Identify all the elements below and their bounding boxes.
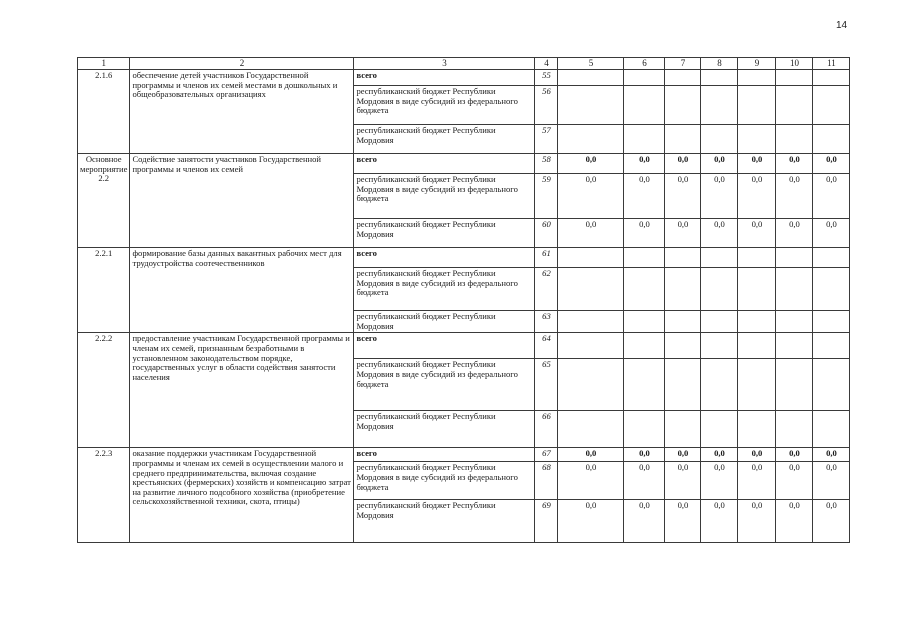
value-cell [558, 248, 624, 268]
value-cell [776, 411, 813, 448]
value-cell: 0,0 [558, 500, 624, 543]
funding-source: республиканский бюджет Республики Мордовия [354, 311, 535, 333]
budget-table [77, 57, 850, 543]
value-cell [813, 248, 850, 268]
value-cell: 0,0 [624, 448, 665, 462]
value-cell [558, 359, 624, 411]
header-row [78, 58, 850, 70]
value-cell: 0,0 [558, 462, 624, 500]
column-header: 11 [813, 58, 850, 70]
value-cell: 0,0 [738, 219, 776, 248]
column-header: 2 [130, 58, 354, 70]
value-cell: 0,0 [624, 219, 665, 248]
value-cell: 0,0 [624, 500, 665, 543]
value-cell: 0,0 [558, 174, 624, 219]
row-number: 64 [535, 333, 558, 359]
value-cell [558, 125, 624, 154]
item-code: 2.2.1 [78, 248, 130, 333]
value-cell [776, 333, 813, 359]
row-number: 65 [535, 359, 558, 411]
value-cell [665, 86, 701, 125]
value-cell [624, 86, 665, 125]
row-number: 59 [535, 174, 558, 219]
column-header: 10 [776, 58, 813, 70]
value-cell: 0,0 [776, 500, 813, 543]
value-cell: 0,0 [624, 174, 665, 219]
value-cell: 0,0 [813, 500, 850, 543]
column-header: 7 [665, 58, 701, 70]
value-cell: 0,0 [813, 219, 850, 248]
value-cell: 0,0 [776, 462, 813, 500]
value-cell [701, 268, 738, 311]
item-name: обеспечение детей участников Государственной программы и членов их семей местами в дошкольных и общеобразовательных организациях [130, 70, 354, 154]
value-cell: 0,0 [813, 154, 850, 174]
value-cell [738, 311, 776, 333]
value-cell [558, 70, 624, 86]
value-cell [813, 86, 850, 125]
value-cell [558, 268, 624, 311]
table-row [78, 248, 850, 268]
value-cell [665, 411, 701, 448]
value-cell [665, 248, 701, 268]
value-cell [776, 311, 813, 333]
item-code: Основное мероприятие 2.2 [78, 154, 130, 248]
funding-source: всего [354, 448, 535, 462]
value-cell: 0,0 [558, 154, 624, 174]
value-cell [701, 86, 738, 125]
value-cell: 0,0 [665, 219, 701, 248]
value-cell [738, 333, 776, 359]
value-cell [624, 248, 665, 268]
item-code: 2.2.2 [78, 333, 130, 448]
funding-source: республиканский бюджет Республики Мордовия в виде субсидий из федерального бюджета [354, 86, 535, 125]
row-number: 57 [535, 125, 558, 154]
funding-source: республиканский бюджет Республики Мордовия в виде субсидий из федерального бюджета [354, 174, 535, 219]
value-cell [738, 248, 776, 268]
value-cell [738, 359, 776, 411]
page-number: 14 [836, 20, 848, 31]
row-number: 55 [535, 70, 558, 86]
value-cell: 0,0 [624, 154, 665, 174]
row-number: 66 [535, 411, 558, 448]
value-cell [701, 311, 738, 333]
value-cell: 0,0 [701, 462, 738, 500]
value-cell: 0,0 [776, 448, 813, 462]
item-name: предоставление участникам Государственной программы и членам их семей, признанным безработными в установленном законодательством порядке, государственных услуг в области содействия занятости населения [130, 333, 354, 448]
value-cell [624, 268, 665, 311]
value-cell: 0,0 [701, 500, 738, 543]
funding-source: республиканский бюджет Республики Мордовия [354, 219, 535, 248]
item-name: формирование базы данных вакантных рабочих мест для трудоустройства соотечественников [130, 248, 354, 333]
funding-source: республиканский бюджет Республики Мордовия в виде субсидий из федерального бюджета [354, 268, 535, 311]
value-cell [701, 359, 738, 411]
value-cell [558, 333, 624, 359]
value-cell: 0,0 [665, 174, 701, 219]
value-cell: 0,0 [738, 174, 776, 219]
value-cell: 0,0 [665, 154, 701, 174]
value-cell [624, 411, 665, 448]
value-cell [701, 333, 738, 359]
value-cell [558, 86, 624, 125]
value-cell: 0,0 [813, 448, 850, 462]
value-cell [738, 411, 776, 448]
value-cell [701, 70, 738, 86]
row-number: 62 [535, 268, 558, 311]
row-number: 56 [535, 86, 558, 125]
value-cell [738, 70, 776, 86]
value-cell: 0,0 [738, 154, 776, 174]
value-cell [776, 248, 813, 268]
column-header: 9 [738, 58, 776, 70]
value-cell: 0,0 [738, 462, 776, 500]
table-row [78, 448, 850, 462]
value-cell: 0,0 [813, 174, 850, 219]
value-cell [558, 411, 624, 448]
value-cell [665, 70, 701, 86]
value-cell [776, 359, 813, 411]
funding-source: всего [354, 154, 535, 174]
column-header: 4 [535, 58, 558, 70]
value-cell [665, 359, 701, 411]
value-cell: 0,0 [776, 154, 813, 174]
value-cell: 0,0 [701, 219, 738, 248]
column-header: 5 [558, 58, 624, 70]
column-header: 6 [624, 58, 665, 70]
table-row [78, 333, 850, 359]
value-cell: 0,0 [776, 219, 813, 248]
row-number: 68 [535, 462, 558, 500]
funding-source: республиканский бюджет Республики Мордовия [354, 411, 535, 448]
funding-source: всего [354, 70, 535, 86]
value-cell [813, 125, 850, 154]
value-cell [665, 125, 701, 154]
item-name: Содействие занятости участников Государственной программы и членов их семей [130, 154, 354, 248]
value-cell: 0,0 [813, 462, 850, 500]
column-header: 3 [354, 58, 535, 70]
value-cell [665, 268, 701, 311]
value-cell [665, 333, 701, 359]
value-cell: 0,0 [665, 462, 701, 500]
value-cell [624, 70, 665, 86]
table-row [78, 154, 850, 174]
value-cell [738, 125, 776, 154]
value-cell: 0,0 [776, 174, 813, 219]
item-code: 2.1.6 [78, 70, 130, 154]
funding-source: всего [354, 248, 535, 268]
row-number: 63 [535, 311, 558, 333]
item-code: 2.2.3 [78, 448, 130, 543]
value-cell [624, 333, 665, 359]
value-cell [813, 359, 850, 411]
value-cell [776, 268, 813, 311]
item-name: оказание поддержки участникам Государственной программы и членам их семей в осуществлении малого и среднего предпринимательства, включая создание крестьянских (фермерских) хозяйств и компенсацию затрат на развитие личного подсобного хозяйства (приобретение сельскохозяйственной техники, скота, птицы) [130, 448, 354, 543]
value-cell: 0,0 [701, 154, 738, 174]
column-header: 8 [701, 58, 738, 70]
row-number: 58 [535, 154, 558, 174]
value-cell [624, 311, 665, 333]
row-number: 61 [535, 248, 558, 268]
funding-source: всего [354, 333, 535, 359]
value-cell [776, 86, 813, 125]
value-cell [813, 333, 850, 359]
value-cell [813, 70, 850, 86]
value-cell [776, 70, 813, 86]
value-cell: 0,0 [665, 448, 701, 462]
value-cell: 0,0 [701, 448, 738, 462]
value-cell [738, 268, 776, 311]
value-cell [558, 311, 624, 333]
row-number: 60 [535, 219, 558, 248]
value-cell: 0,0 [738, 448, 776, 462]
funding-source: республиканский бюджет Республики Мордовия [354, 125, 535, 154]
value-cell [776, 125, 813, 154]
funding-source: республиканский бюджет Республики Мордовия [354, 500, 535, 543]
table-row [78, 70, 850, 86]
column-header: 1 [78, 58, 130, 70]
value-cell: 0,0 [558, 219, 624, 248]
value-cell: 0,0 [624, 462, 665, 500]
funding-source: республиканский бюджет Республики Мордовия в виде субсидий из федерального бюджета [354, 359, 535, 411]
value-cell [813, 411, 850, 448]
value-cell [701, 411, 738, 448]
value-cell [738, 86, 776, 125]
value-cell [701, 248, 738, 268]
value-cell: 0,0 [701, 174, 738, 219]
row-number: 67 [535, 448, 558, 462]
value-cell [813, 311, 850, 333]
value-cell: 0,0 [738, 500, 776, 543]
value-cell: 0,0 [665, 500, 701, 543]
value-cell [624, 125, 665, 154]
row-number: 69 [535, 500, 558, 543]
funding-source: республиканский бюджет Республики Мордовия в виде субсидий из федерального бюджета [354, 462, 535, 500]
value-cell [624, 359, 665, 411]
value-cell [701, 125, 738, 154]
value-cell: 0,0 [558, 448, 624, 462]
value-cell [813, 268, 850, 311]
value-cell [665, 311, 701, 333]
